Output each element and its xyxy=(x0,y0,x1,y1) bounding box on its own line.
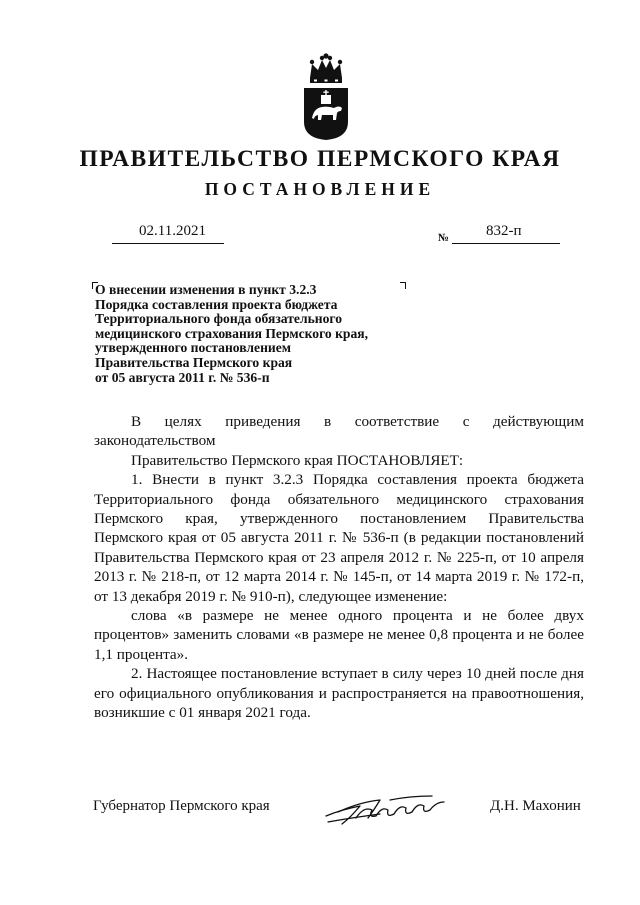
document-number: 832-п xyxy=(486,223,522,239)
item2-line: его официального опубликования и распространяется на правоотношения, xyxy=(94,684,584,702)
subject-line: Порядка составления проекта бюджета xyxy=(95,296,338,312)
subject-line: медицинского страхования Пермского края, xyxy=(95,325,369,341)
item2-line: возникшие с 01 января 2021 года. xyxy=(94,704,311,722)
resolve-line: Правительство Пермского края ПОСТАНОВЛЯЕТ: xyxy=(131,451,464,469)
signer-title: Губернатор Пермского края xyxy=(93,798,270,814)
coat-of-arms-icon xyxy=(296,52,356,142)
item1b-line: 1,1 процента». xyxy=(94,645,189,663)
item1b-line: слова «в размере не менее одного процента и не более двух xyxy=(131,607,584,625)
item1-line: Территориального фонда обязательного медицинского страхования xyxy=(94,490,584,508)
item1-line: Правительства Пермского края от 23 апреля 2012 г. № 225-п, от 10 апреля xyxy=(94,548,584,566)
signer-name: Д.Н. Махонин xyxy=(490,798,581,814)
preamble-line: В целях приведения в соответствие с действующим xyxy=(131,413,584,430)
item1-line: Пермского края от 05 августа 2011 г. № 536-п (в редакции постановлений xyxy=(94,529,584,547)
document-type: ПОСТАНОВЛЕНИЕ xyxy=(204,179,436,199)
subject-line: от 05 августа 2011 г. № 536-п xyxy=(95,369,270,385)
document-date: 02.11.2021 xyxy=(139,223,206,239)
subject-line: Территориального фонда обязательного xyxy=(95,311,343,327)
item1-line: 1. Внести в пункт 3.2.3 Порядка составления проекта бюджета xyxy=(131,471,584,489)
subject-line: утвержденного постановлением xyxy=(95,340,292,356)
item1-line: от 13 декабря 2019 г. № 910-п), следующее изменение: xyxy=(94,587,448,605)
preamble-line: законодательством xyxy=(94,432,216,450)
subject-line: О внесении изменения в пункт 3.2.3 xyxy=(95,282,317,297)
item2-line: 2. Настоящее постановление вступает в силу через 10 дней после дня xyxy=(131,665,584,683)
document-body xyxy=(94,412,584,723)
item1-line: Пермского края, утвержденного постановлением Правительства xyxy=(94,510,584,528)
item1b-line: процентов» заменить словами «в размере не менее 0,8 процента и не более xyxy=(94,626,584,644)
document-subject xyxy=(95,283,425,385)
handwritten-signature xyxy=(320,788,450,830)
government-title: ПРАВИТЕЛЬСТВО ПЕРМСКОГО КРАЯ xyxy=(79,146,561,172)
number-sign: № xyxy=(438,232,450,244)
number-underline xyxy=(452,243,560,244)
date-underline xyxy=(112,243,224,244)
subject-line: Правительства Пермского края xyxy=(95,354,293,370)
item1-line: 2013 г. № 218-п, от 12 марта 2014 г. № 145-п, от 14 марта 2019 г. № 172-п, xyxy=(94,568,584,586)
